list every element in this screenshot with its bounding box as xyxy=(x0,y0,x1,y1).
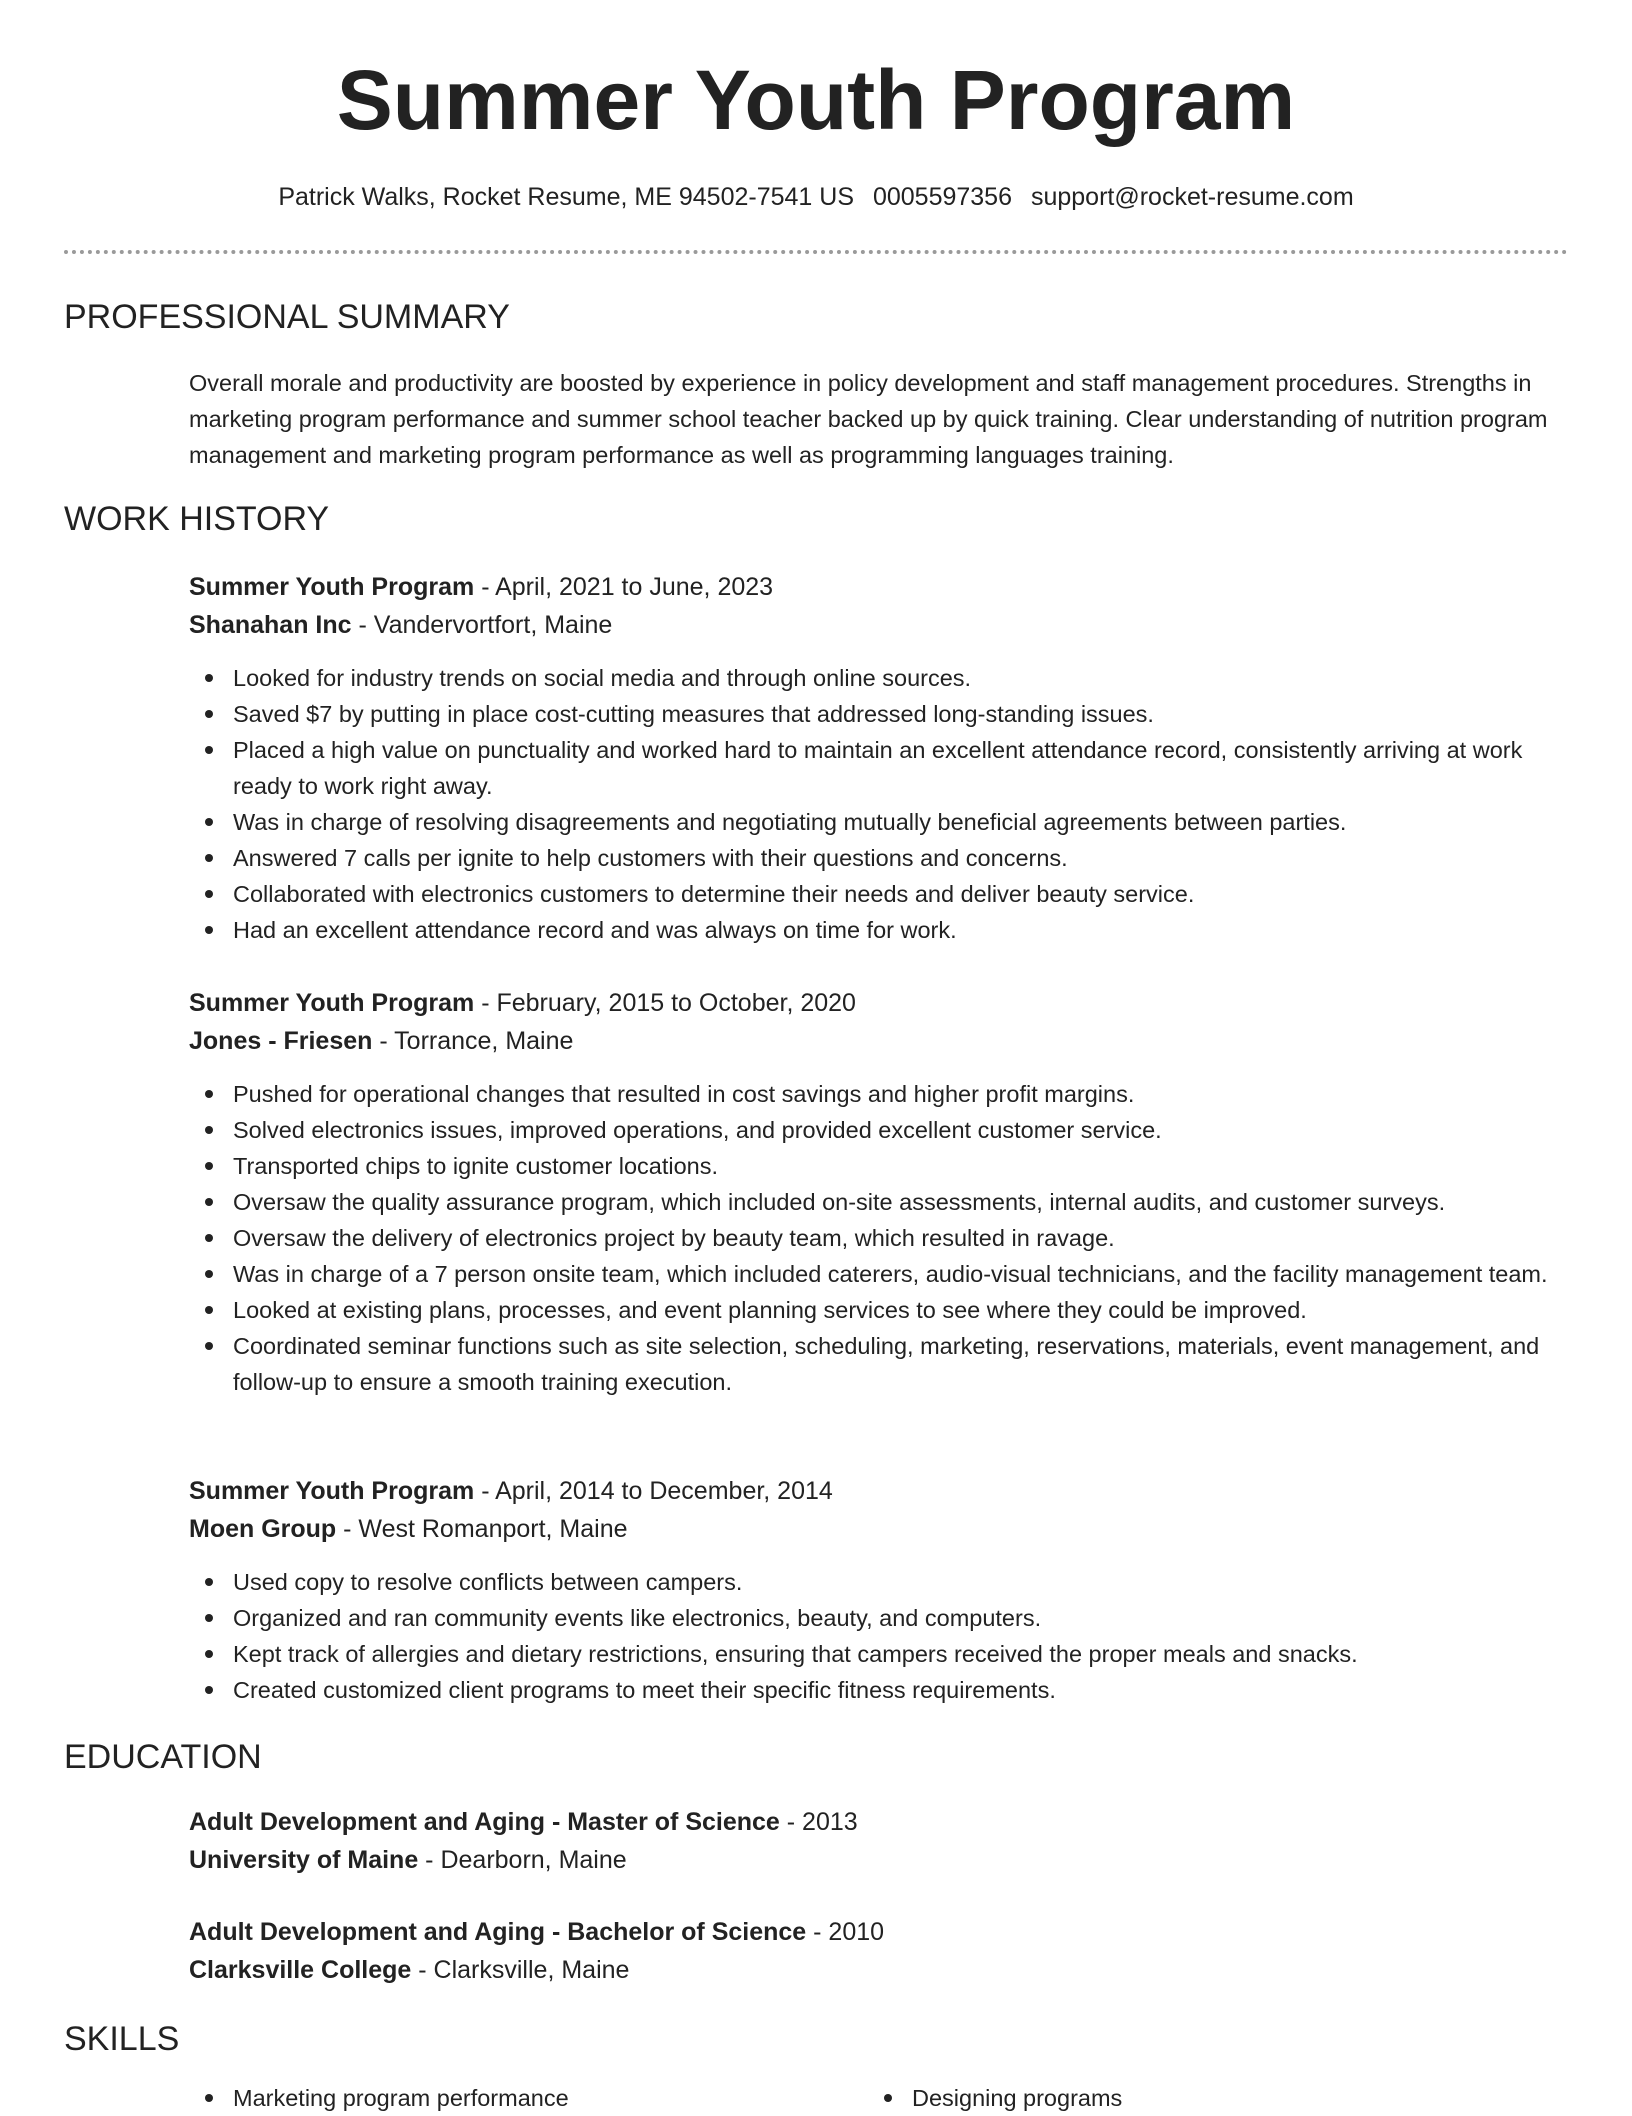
summary-text: Overall morale and productivity are boosted by experience in policy development and staff management procedures. Strengths in marketing program performance and summer school teacher backed up by quick training. Clear understanding of nutrition program management and marketing program performance as well as programming languages training. xyxy=(189,370,1548,468)
job-title: Summer Youth Program xyxy=(189,1477,475,1505)
skills-list xyxy=(868,2080,1468,2116)
job-bullets xyxy=(189,1564,1569,1708)
education-school-line xyxy=(189,1841,1569,1879)
education-degree: Adult Development and Aging - Master of Science xyxy=(189,1808,780,1836)
list-item: Used copy to resolve conflicts between campers. xyxy=(233,1564,1569,1600)
list-item: Created customized client programs to meet their specific fitness requirements. xyxy=(233,1672,1569,1708)
job-company-line xyxy=(189,1510,1569,1548)
job-bullets xyxy=(189,1076,1569,1400)
skills-list xyxy=(189,2080,789,2116)
section-title-education: EDUCATION xyxy=(64,1738,262,1776)
list-item: Transported chips to ignite customer locations. xyxy=(233,1148,1569,1184)
list-item: Kept track of allergies and dietary restrictions, ensuring that campers received the proper meals and snacks. xyxy=(233,1636,1569,1672)
education-entry xyxy=(189,1803,1569,1879)
skills-column-left xyxy=(189,2080,789,2116)
education-location: - Dearborn, Maine xyxy=(418,1846,627,1874)
job-company: Moen Group xyxy=(189,1515,337,1543)
section-title-work-history: WORK HISTORY xyxy=(64,500,330,538)
job-dates: - February, 2015 to October, 2020 xyxy=(474,989,856,1017)
section-title-summary: PROFESSIONAL SUMMARY xyxy=(64,298,510,336)
job-location: - Torrance, Maine xyxy=(372,1027,574,1055)
section-title-skills: SKILLS xyxy=(64,2020,180,2058)
education-school-line xyxy=(189,1951,1569,1989)
job-company-line xyxy=(189,1022,1569,1060)
job-entry xyxy=(189,984,1569,1400)
list-item: Oversaw the delivery of electronics project by beauty team, which resulted in ravage. xyxy=(233,1220,1569,1256)
list-item: Saved $7 by putting in place cost-cutting measures that addressed long-standing issues. xyxy=(233,696,1569,732)
job-title-line xyxy=(189,984,1569,1022)
education-year: - 2013 xyxy=(779,1808,858,1836)
education-entry xyxy=(189,1913,1569,1989)
job-title-line xyxy=(189,568,1569,606)
job-title-line xyxy=(189,1472,1569,1510)
education-school: Clarksville College xyxy=(189,1956,412,1984)
education-year: - 2010 xyxy=(806,1918,885,1946)
job-title: Summer Youth Program xyxy=(189,989,475,1017)
list-item: Looked for industry trends on social media and through online sources. xyxy=(233,660,1569,696)
education-degree-line xyxy=(189,1913,1569,1951)
job-company-line xyxy=(189,606,1569,644)
job-location: - Vandervortfort, Maine xyxy=(351,611,613,639)
education-degree-line xyxy=(189,1803,1569,1841)
list-item: Coordinated seminar functions such as site selection, scheduling, marketing, reservations, materials, event management, and follow-up to ensure a smooth training execution. xyxy=(233,1328,1569,1400)
education-degree: Adult Development and Aging - Bachelor of Science xyxy=(189,1918,807,1946)
candidate-name: Summer Youth Program xyxy=(336,53,1296,147)
job-company: Jones - Friesen xyxy=(189,1027,373,1055)
list-item: Looked at existing plans, processes, and event planning services to see where they could be improved. xyxy=(233,1292,1569,1328)
contact-line xyxy=(0,183,1632,212)
header-divider xyxy=(64,250,1568,254)
job-entry xyxy=(189,568,1569,948)
contact-address: Patrick Walks, Rocket Resume, ME 94502-7541 US xyxy=(278,183,854,211)
education-location: - Clarksville, Maine xyxy=(411,1956,630,1984)
skill-item: Marketing program performance xyxy=(233,2080,789,2116)
contact-phone: 0005597356 xyxy=(872,183,1012,211)
list-item: Oversaw the quality assurance program, which included on-site assessments, internal audits, and customer surveys. xyxy=(233,1184,1569,1220)
job-title: Summer Youth Program xyxy=(189,573,475,601)
skills-column-right xyxy=(868,2080,1468,2116)
job-company: Shanahan Inc xyxy=(189,611,352,639)
job-dates: - April, 2021 to June, 2023 xyxy=(474,573,774,601)
list-item: Solved electronics issues, improved operations, and provided excellent customer service. xyxy=(233,1112,1569,1148)
list-item: Answered 7 calls per ignite to help customers with their questions and concerns. xyxy=(233,840,1569,876)
list-item: Organized and ran community events like electronics, beauty, and computers. xyxy=(233,1600,1569,1636)
job-bullets xyxy=(189,660,1569,948)
job-dates: - April, 2014 to December, 2014 xyxy=(474,1477,833,1505)
contact-email[interactable]: support@rocket-resume.com xyxy=(1030,183,1354,211)
education-school: University of Maine xyxy=(189,1846,419,1874)
list-item: Placed a high value on punctuality and worked hard to maintain an excellent attendance record, consistently arriving at work ready to work right away. xyxy=(233,732,1569,804)
job-location: - West Romanport, Maine xyxy=(336,1515,628,1543)
list-item: Collaborated with electronics customers to determine their needs and deliver beauty service. xyxy=(233,876,1569,912)
list-item: Pushed for operational changes that resulted in cost savings and higher profit margins. xyxy=(233,1076,1569,1112)
list-item: Was in charge of a 7 person onsite team, which included caterers, audio-visual technicians, and the facility management team. xyxy=(233,1256,1569,1292)
job-entry xyxy=(189,1472,1569,1708)
skill-item: Designing programs xyxy=(912,2080,1468,2116)
list-item: Had an excellent attendance record and was always on time for work. xyxy=(233,912,1569,948)
list-item: Was in charge of resolving disagreements and negotiating mutually beneficial agreements between parties. xyxy=(233,804,1569,840)
